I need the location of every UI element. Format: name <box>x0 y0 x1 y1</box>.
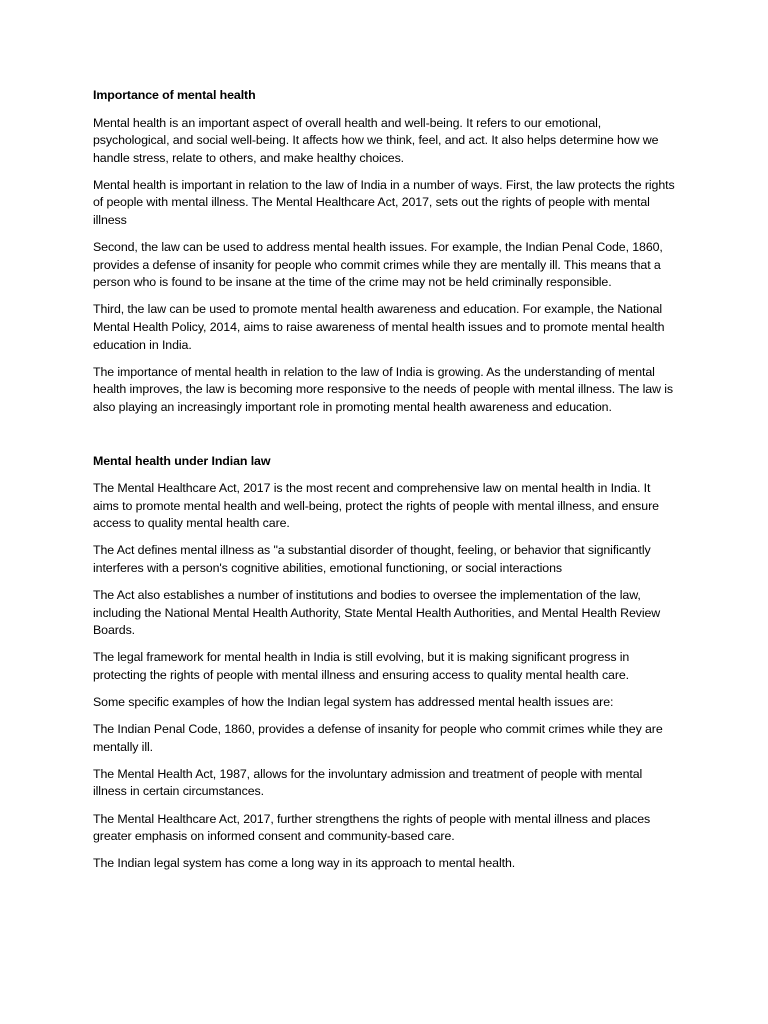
paragraph: The Mental Health Act, 1987, allows for the involuntary admission and treatment of people with mental illness in certain circumstances. <box>93 766 643 799</box>
paragraph: The Act also establishes a number of institutions and bodies to oversee the implementation of the law, including the National Mental Health Authority, State Mental Health Authorities, and Mental Health Review Boards. <box>93 588 661 638</box>
paragraph: The legal framework for mental health in India is still evolving, but it is making significant progress in protecting the rights of people with mental illness and ensuring access to quality mental health care. <box>93 650 630 682</box>
paragraph: Mental health is an important aspect of overall health and well-being. It refers to our emotional, psychological, and social well-being. It affects how we think, feel, and act. It also helps determine how we handle stress, relate to others, and make healthy choices. <box>93 115 659 165</box>
paragraph: The Act defines mental illness as "a substantial disorder of thought, feeling, or behavior that significantly interferes with a person's cognitive abilities, emotional functioning, or social interactions <box>93 543 651 575</box>
section-indian-law <box>93 453 678 873</box>
section-importance <box>93 87 678 417</box>
paragraph: Some specific examples of how the Indian legal system has addressed mental health issues are: <box>93 695 614 710</box>
paragraph: The importance of mental health in relation to the law of India is growing. As the understanding of mental health improves, the law is becoming more responsive to the needs of people with mental illness. The law is also playing an increasingly important role in promoting mental health awareness and education. <box>93 364 673 414</box>
paragraph: The Mental Healthcare Act, 2017 is the most recent and comprehensive law on mental health in India. It aims to promote mental health and well-being, protect the rights of people with mental illness, and ensure access to quality mental health care. <box>93 481 659 531</box>
paragraph: The Indian legal system has come a long way in its approach to mental health. <box>93 856 516 871</box>
paragraph: The Mental Healthcare Act, 2017, further strengthens the rights of people with mental illness and places greater emphasis on informed consent and community-based care. <box>93 811 651 844</box>
paragraph: Second, the law can be used to address mental health issues. For example, the Indian Penal Code, 1860, provides a defense of insanity for people who commit crimes while they are mentally ill. This means that a person who is found to be insane at the time of the crime may not be held criminally responsible. <box>93 240 663 290</box>
section-heading: Mental health under Indian law <box>93 453 271 468</box>
paragraph: The Indian Penal Code, 1860, provides a defense of insanity for people who commit crimes while they are mentally ill. <box>93 722 663 754</box>
paragraph: Mental health is important in relation to the law of India in a number of ways. First, the law protects the rights of people with mental illness. The Mental Healthcare Act, 2017, sets out the rights of people with mental illness <box>93 177 675 228</box>
section-heading: Importance of mental health <box>93 88 256 102</box>
paragraph: Third, the law can be used to promote mental health awareness and education. For example, the National Mental Health Policy, 2014, aims to raise awareness of mental health issues and to promote mental health education in India. <box>93 302 665 352</box>
